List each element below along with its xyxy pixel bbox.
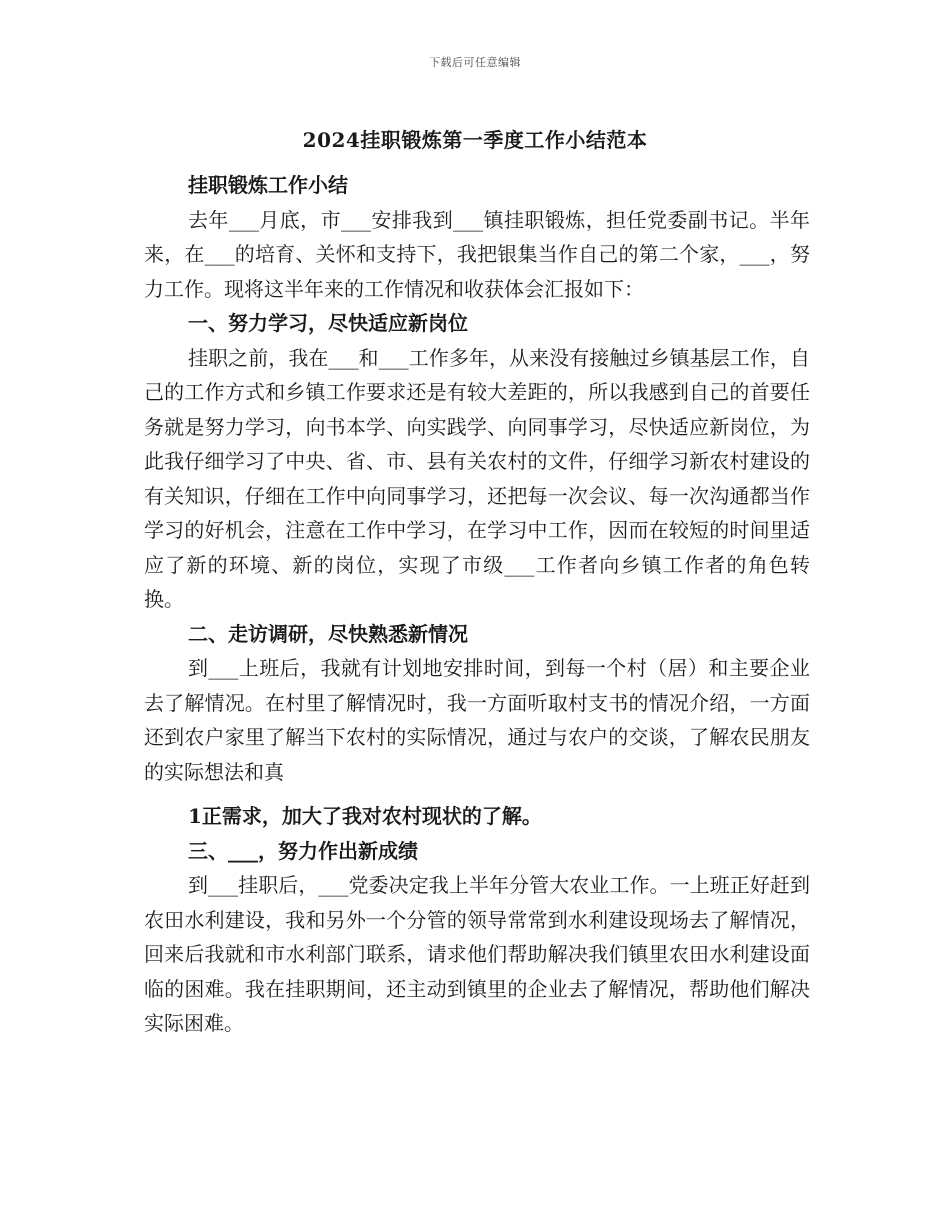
paragraph-achievements: 到___挂职后，___党委决定我上半年分管大农业工作。一上班正好赶到农田水利建设，我和另外一个分管的领导常常到水利建设现场去了解情况，回来后我就和市水利部门联系，请求他们帮助解决我们镇里农田水利建设面临的困难。我在挂职期间，还主动到镇里的企业去了解情况，帮助他们解决实际困难。 [144,873,810,1035]
header-note: 下载后可任意编辑 [429,56,521,69]
section-heading-summary: 挂职锻炼工作小结 [188,173,348,197]
section-heading-1: 一、努力学习，尽快适应新岗位 [188,311,468,335]
paragraph-visits: 到___上班后，我就有计划地安排时间，到每一个村（居）和主要企业去了解情况。在村里了解情况时，我一方面听取村支书的情况介绍，一方面还到农户家里了解当下农村的实际情况，通过与农户的交谈，了解农民朋友的实际想法和真 [144,656,810,784]
section-heading-3: 三、___，努力作出新成绩 [188,838,418,863]
paragraph-needs: 1正需求，加大了我对农村现状的了解。 [188,804,542,828]
document-body [144,168,810,1041]
paragraph-study: 挂职之前，我在___和___工作多年，从来没有接触过乡镇基层工作，自己的工作方式和乡镇工作要求还是有较大差距的，所以我感到自己的首要任务就是努力学习，向书本学、向实践学、向同事学习，尽快适应新岗位，为此我仔细学习了中央、省、市、县有关农村的文件，仔细学习新农村建设的有关知识，仔细在工作中向同事学习，还把每一次会议、每一次沟通都当作学习的好机会，注意在工作中学习，在学习中工作，因而在较短的时间里适应了新的环境、新的岗位，实现了市级___工作者向乡镇工作者的角色转换。 [144,345,810,611]
section-heading-2: 二、走访调研，尽快熟悉新情况 [188,621,468,646]
paragraph-intro: 去年___月底，市___安排我到___镇挂职锻炼，担任党委副书记。半年来，在___的培育、关怀和支持下，我把银集当作自己的第二个家，___，努力工作。现将这半年来的工作情况和收获体会汇报如下： [144,207,810,301]
document-title: 2024挂职锻炼第一季度工作小结范本 [302,128,648,152]
